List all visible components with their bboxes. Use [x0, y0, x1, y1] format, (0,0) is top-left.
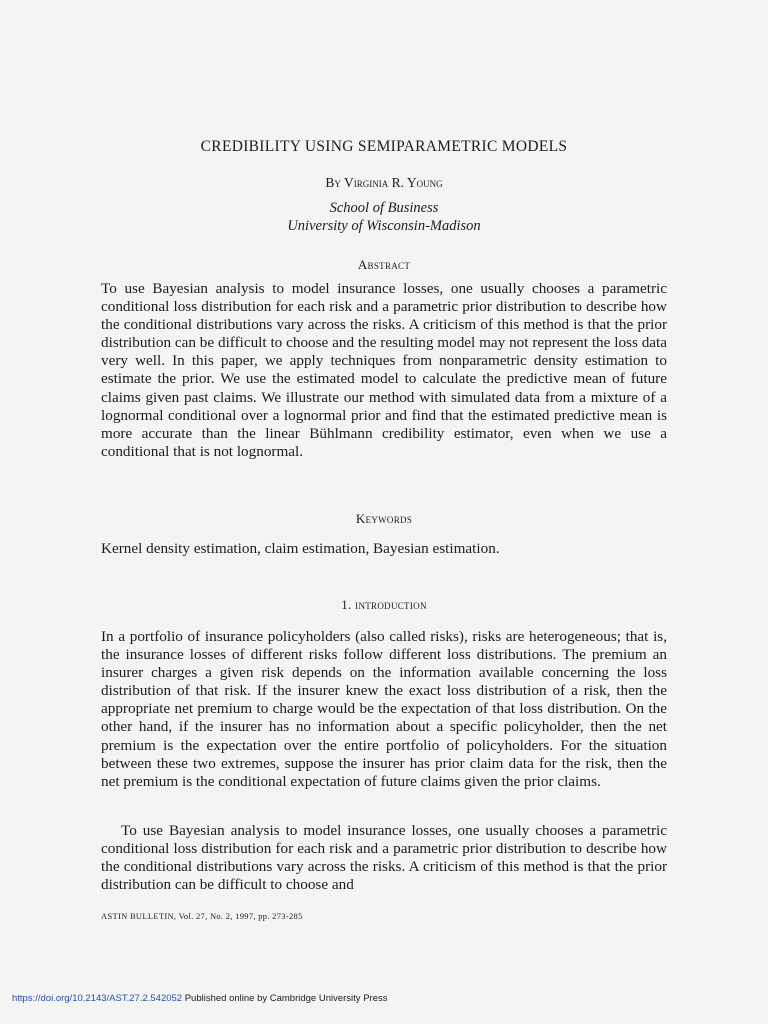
doi-link[interactable]: https://doi.org/10.2143/AST.27.2.542052 — [12, 993, 183, 1004]
author-line: By Virginia R. Young — [325, 175, 443, 190]
paper-title: CREDIBILITY USING SEMIPARAMETRIC MODELS — [200, 138, 568, 155]
keywords-body: Kernel density estimation, claim estimation, Bayesian estimation. — [101, 540, 500, 557]
abstract-heading: Abstract — [357, 257, 411, 272]
abstract-body: To use Bayesian analysis to model insurance losses, one usually chooses a parametric conditional loss distribution for each risk and a parametric prior distribution to describe how the conditional distributions vary across the risks. A criticism of this method is that the prior distribution can be difficult to choose and the resulting model may not represent the loss data very well. In this paper, we apply techniques from nonparametric density estimation to estimate the prior. We use the estimated model to calculate the predictive mean of future claims given past claims. We illustrate our method with simulated data from a mixture of a lognormal conditional over a lognormal prior and find that the estimated predictive mean is more accurate than the linear Bühlmann credibility estimator, even when we use a conditional that is not lognormal. — [101, 280, 667, 460]
affiliation-school: School of Business — [329, 200, 439, 216]
section-heading-introduction: 1. introduction — [341, 597, 427, 612]
intro-paragraph-2: To use Bayesian analysis to model insurance losses, one usually chooses a parametric conditional loss distribution for each risk and a parametric prior distribution to describe how the conditional distributions vary across the risks. A criticism of this method is that the prior distribution can be difficult to choose and — [101, 822, 667, 894]
footer — [12, 993, 387, 1004]
footer-publisher-text: Published online by Cambridge University Press — [182, 993, 388, 1004]
keywords-heading: Keywords — [355, 511, 413, 526]
affiliation-university: University of Wisconsin-Madison — [287, 218, 481, 234]
journal-citation: ASTIN BULLETIN, Vol. 27, No. 2, 1997, pp. 273-285 — [101, 911, 303, 921]
intro-paragraph-1: In a portfolio of insurance policyholders (also called risks), risks are heterogeneous; that is, the insurance losses of different risks follow different loss distributions. The premium an insurer charges a given risk depends on the information available concerning the loss distribution of that risk. If the insurer knew the exact loss distribution of a risk, then the appropriate net premium to charge would be the expectation of that loss distribution. On the other hand, if the insurer has no information about a specific policyholder, then the net premium is the expectation over the entire portfolio of policyholders. For the situation between these two extremes, suppose the insurer has prior claim data for the risk, then the net premium is the conditional expectation of future claims given the prior claims. — [101, 628, 667, 790]
